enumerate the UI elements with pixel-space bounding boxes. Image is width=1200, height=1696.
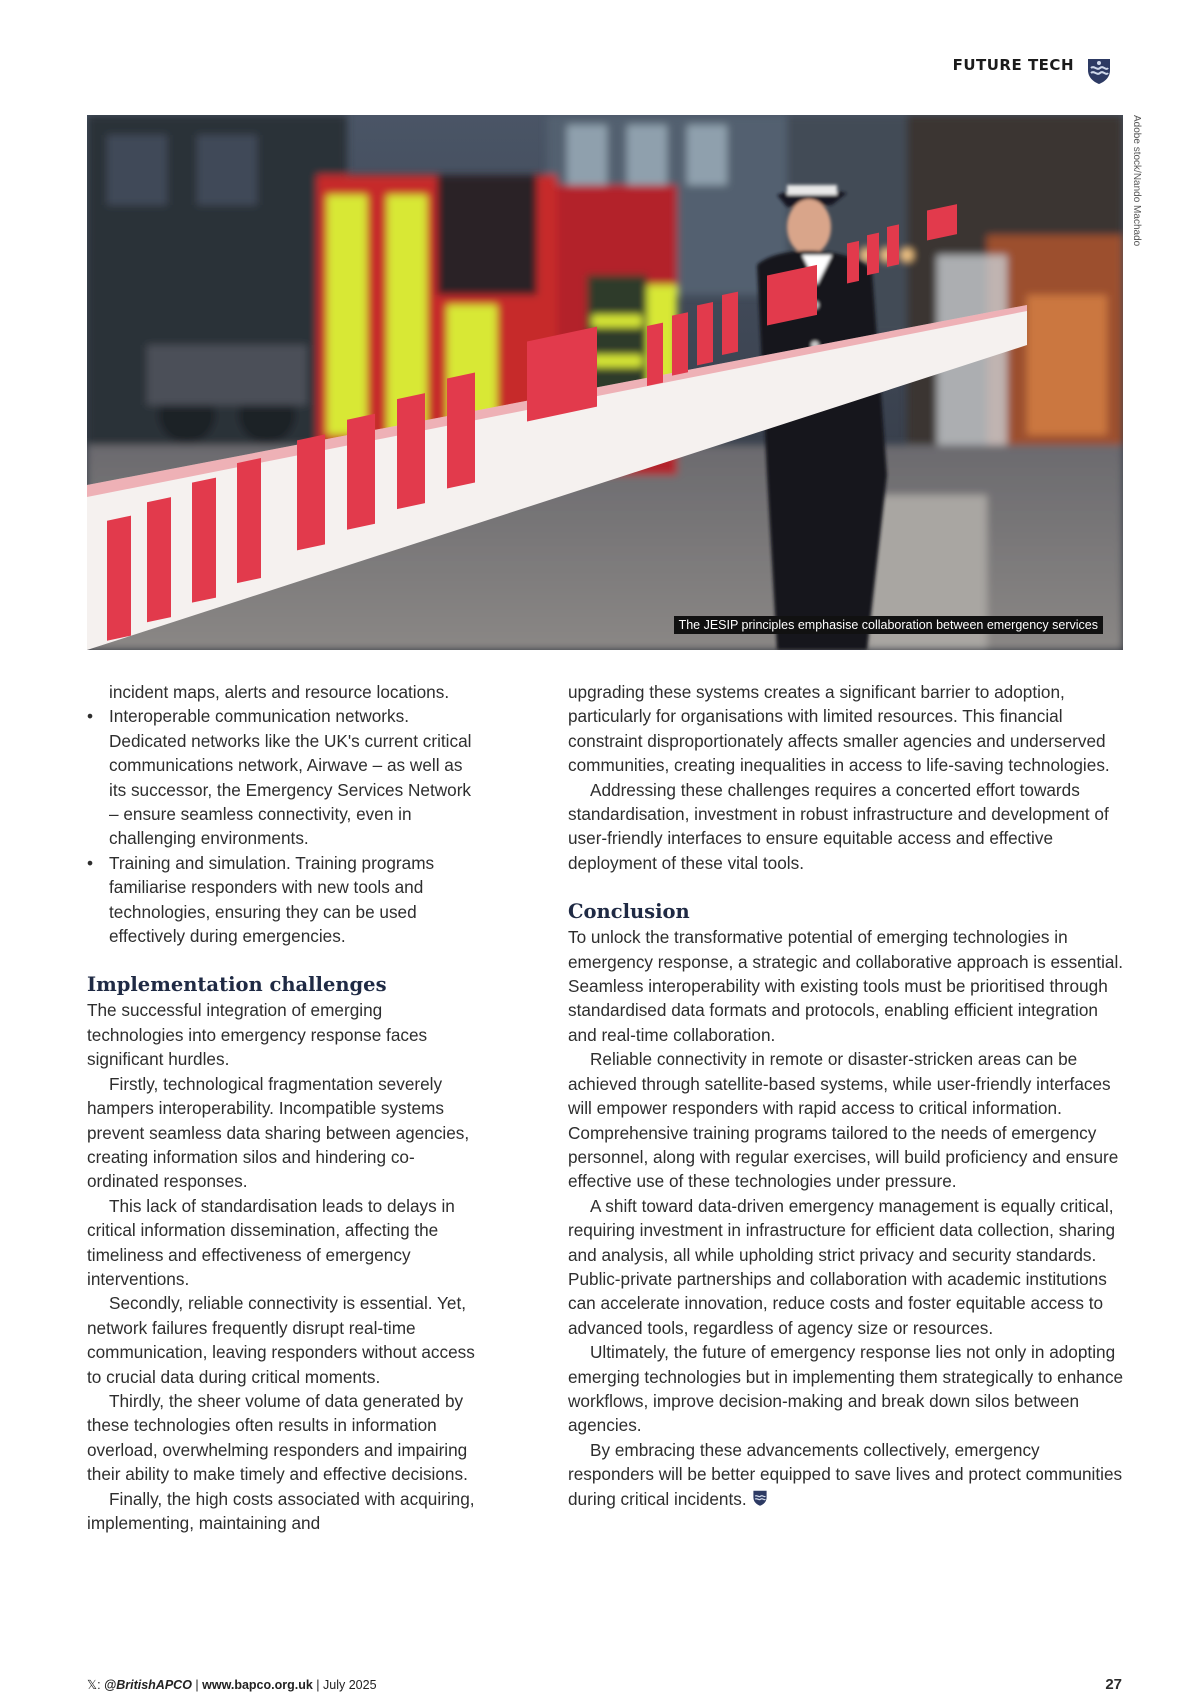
footer: [87, 1678, 377, 1692]
bapco-shield-icon: [751, 1489, 769, 1507]
continued-bullet-text: incident maps, alerts and resource locations.: [109, 682, 450, 702]
photo-caption: The JESIP principles emphasise collaboration between emergency services: [674, 616, 1103, 634]
footer-separator: |: [316, 1678, 320, 1692]
paragraph: Secondly, reliable connectivity is essential. Yet, network failures frequently disrupt real-time communication, leaving responders without access to crucial data during critical moments.: [87, 1293, 475, 1387]
bapco-shield-icon: [1084, 56, 1114, 86]
photo-credit: Adobe stock/Nando Machado: [1131, 115, 1142, 247]
bullet-item: • Training and simulation. Training programs familiarise responders with new tools and technologies, ensuring they can be used effectively during emergencies.: [87, 851, 482, 949]
social-handle-link[interactable]: @BritishAPCO: [104, 1678, 192, 1692]
paragraph: A shift toward data-driven emergency management is equally critical, requiring investment in infrastructure for efficient data collection, sharing and analysis, all while upholding strict privacy and security standards. Public-private partnerships and collaboration with academic institutions can accelerate innovation, reduce costs and foster equitable access to advanced tools, regardless of agency size or resources.: [568, 1195, 1116, 1338]
paragraph: Reliable connectivity in remote or disaster-stricken areas can be achieved through satellite-based systems, while user-friendly interfaces will empower responders with rapid access to critical information. Comprehensive training programs tailored to the needs of emergency personnel, along with regular exercises, will build proficiency and ensure effective use of these technologies under pressure.: [568, 1049, 1119, 1192]
paragraph: upgrading these systems creates a significant barrier to adoption, particularly for organisations with limited resources. This financial constraint disproportionately affects smaller agencies and underserved communities, creating inequalities in access to life-saving technologies.: [568, 682, 1110, 776]
paragraph: Finally, the high costs associated with acquiring, implementing, maintaining and: [87, 1488, 475, 1533]
final-paragraph: [568, 1438, 1126, 1511]
paragraph: The successful integration of emerging technologies into emergency response faces significant hurdles.: [87, 1000, 428, 1070]
section-heading: Conclusion: [568, 900, 690, 924]
paragraph: Thirdly, the sheer volume of data generated by these technologies often results in information overload, overwhelming responders and impairing their ability to make timely and effective decisions.: [87, 1390, 468, 1485]
bullet-list: [87, 704, 482, 948]
issue-date: July 2025: [323, 1678, 377, 1692]
paragraph: Firstly, technological fragmentation severely hampers interoperability. Incompatible systems prevent seamless data sharing between agencies, creating information silos and hindering co-ordinated responses.: [87, 1073, 470, 1192]
x-logo-icon: 𝕏:: [87, 1678, 101, 1692]
police-tape-scene-illustration: [87, 115, 1123, 650]
hero-photo: [87, 115, 1123, 650]
footer-separator: |: [195, 1678, 199, 1692]
paragraph: To unlock the transformative potential of emerging technologies in emergency response, a strategic and collaborative approach is essential. Seamless interoperability with existing tools must be prioritised through standardised data formats and protocols, enabling efficient integration and real-time collaboration.: [568, 927, 1124, 1045]
paragraph: Addressing these challenges requires a concerted effort towards standardisation, investment in robust infrastructure and development of user-friendly interfaces to ensure equitable access and effective deployment of these vital tools.: [568, 779, 1109, 873]
right-column: [568, 680, 1126, 1511]
section-label: FUTURE TECH: [952, 56, 1074, 74]
bullet-item: • Interoperable communication networks. Dedicated networks like the UK's current critical communications network, Airwave – as well as its successor, the Emergency Services Network – ensure seamless connectivity, even in challenging environments.: [87, 704, 482, 850]
paragraph: Ultimately, the future of emergency response lies not only in adopting emerging technologies but in implementing them strategically to enhance workflows, improve decision-making and break down silos between agencies.: [568, 1342, 1124, 1436]
paragraph: This lack of standardisation leads to delays in critical information dissemination, affecting the timeliness and effectiveness of emergency interventions.: [87, 1195, 455, 1289]
section-heading: Implementation challenges: [87, 973, 387, 997]
left-column: [87, 680, 482, 1535]
website-link[interactable]: www.bapco.org.uk: [202, 1678, 313, 1692]
paragraph-text: By embracing these advancements collectively, emergency responders will be better equipped to save lives and protect communities during critical incidents.: [568, 1439, 1123, 1509]
page-number: 27: [1105, 1676, 1122, 1693]
